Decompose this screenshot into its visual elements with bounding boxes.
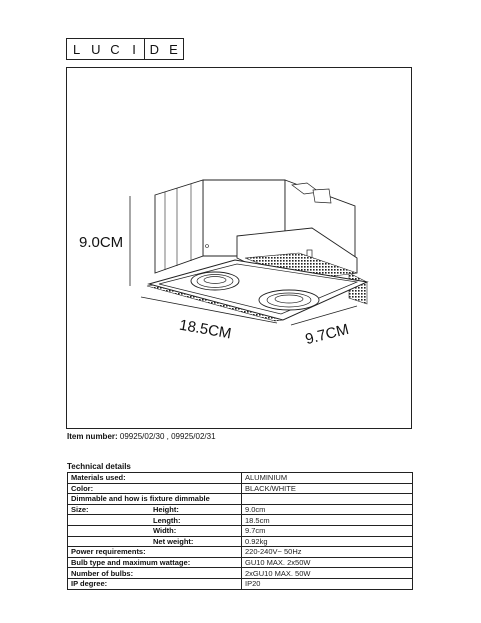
brand-logo bbox=[66, 38, 184, 60]
width-dimension-label: 9.7CM bbox=[303, 320, 351, 349]
spec-value: GU10 MAX. 2x50W bbox=[242, 557, 413, 568]
technical-details-table bbox=[67, 472, 413, 590]
spec-label: Power requirements: bbox=[68, 547, 242, 558]
spec-sub-label: Length: bbox=[153, 515, 181, 525]
spec-label: Color: bbox=[68, 483, 242, 494]
spec-value bbox=[242, 494, 413, 505]
spec-sub-label: Width: bbox=[153, 526, 177, 536]
spec-sub-label: Height: bbox=[153, 505, 179, 515]
item-number bbox=[67, 432, 216, 441]
product-drawing-frame bbox=[66, 67, 412, 429]
logo-letter: U bbox=[91, 41, 101, 57]
logo-letter: D bbox=[149, 41, 159, 57]
spec-sub-label: Net weight: bbox=[153, 536, 194, 546]
table-row bbox=[68, 473, 413, 484]
spec-label: IP degree: bbox=[68, 578, 242, 589]
spec-value: 9.7cm bbox=[242, 525, 413, 536]
spec-label: Materials used: bbox=[68, 473, 242, 484]
table-row bbox=[68, 504, 413, 515]
logo-letter: C bbox=[110, 41, 120, 57]
item-number-label: Item number: bbox=[67, 432, 118, 441]
table-row bbox=[68, 578, 413, 589]
spec-label: Dimmable and how is fixture dimmable bbox=[68, 494, 242, 505]
spec-value: 220-240V~ 50Hz bbox=[242, 547, 413, 558]
height-dimension-label: 9.0CM bbox=[79, 234, 124, 251]
spec-label bbox=[71, 526, 153, 535]
table-row bbox=[68, 494, 413, 505]
table-row bbox=[68, 547, 413, 558]
item-number-value: 09925/02/30 , 09925/02/31 bbox=[119, 432, 216, 441]
spec-label bbox=[71, 537, 153, 546]
table-row bbox=[68, 557, 413, 568]
table-row bbox=[68, 483, 413, 494]
spec-label: Number of bulbs: bbox=[68, 568, 242, 579]
length-dimension-label: 18.5CM bbox=[177, 316, 233, 343]
spec-value: 0.92kg bbox=[242, 536, 413, 547]
table-row bbox=[68, 525, 413, 536]
spec-value: ALUMINIUM bbox=[242, 473, 413, 484]
spec-value: 2xGU10 MAX. 50W bbox=[242, 568, 413, 579]
spec-value: BLACK/WHITE bbox=[242, 483, 413, 494]
spec-value: 9.0cm bbox=[242, 504, 413, 515]
spec-value: 18.5cm bbox=[242, 515, 413, 526]
table-row bbox=[68, 568, 413, 579]
spec-label bbox=[71, 516, 153, 525]
technical-details-title: Technical details bbox=[67, 462, 131, 471]
logo-letter: E bbox=[169, 41, 178, 57]
table-row bbox=[68, 536, 413, 547]
logo-letter: L bbox=[72, 41, 81, 57]
logo-letter: I bbox=[132, 41, 136, 57]
spec-label: Size: bbox=[71, 505, 89, 515]
spec-value: IP20 bbox=[242, 578, 413, 589]
table-row bbox=[68, 515, 413, 526]
spec-label: Bulb type and maximum wattage: bbox=[68, 557, 242, 568]
